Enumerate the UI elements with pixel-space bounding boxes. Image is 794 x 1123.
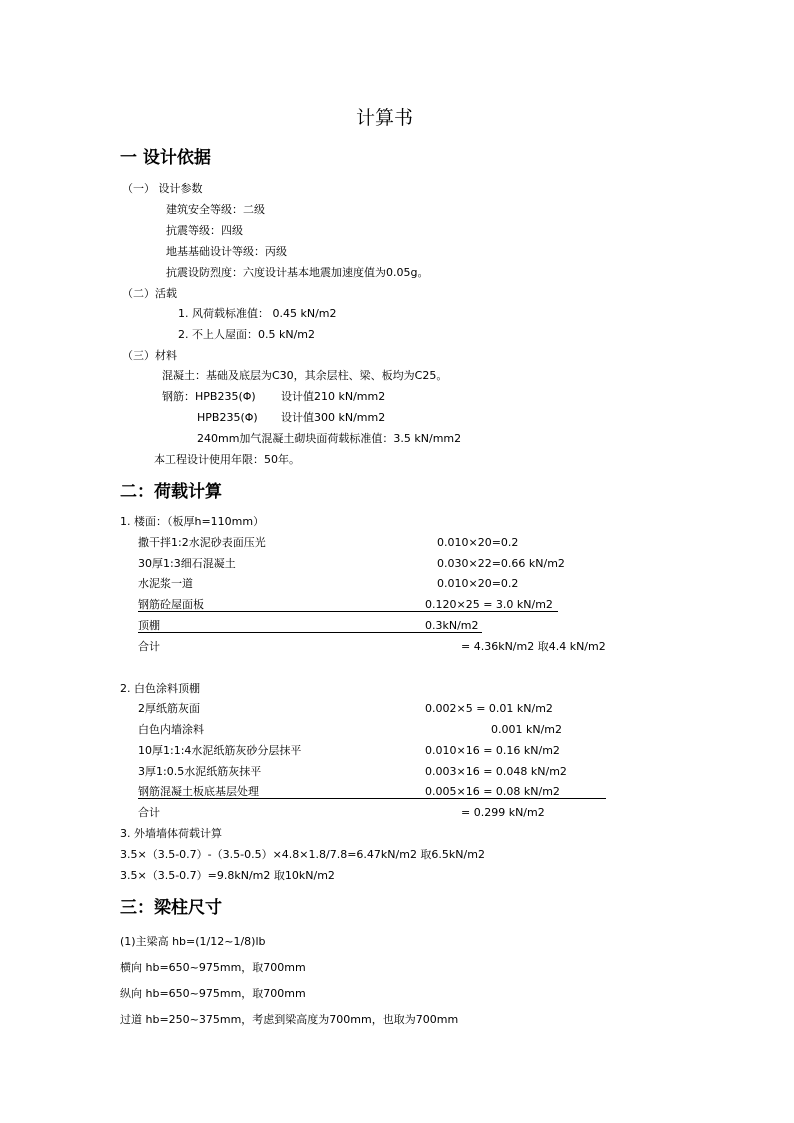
live-load-roof: 2. 不上人屋面：0.5 kN/m2 <box>178 328 316 341</box>
section-heading-design-basis: 一 设计依据 <box>120 148 211 168</box>
material-steel-a-value: 设计值210 kN/mm2 <box>281 390 386 403</box>
floor-row-value: 0.120×25 = 3.0 kN/m2 <box>425 598 553 611</box>
param-seismic-grade: 抗震等级：四级 <box>166 224 243 237</box>
material-steel-b-value: 设计值300 kN/mm2 <box>281 411 386 424</box>
beam-height-line: 横向 hb=650~975mm，取700mm <box>120 961 306 974</box>
floor-row-name: 顶棚 <box>138 619 160 632</box>
ceiling-row-value: 0.002×5 = 0.01 kN/m2 <box>425 702 553 715</box>
param-seismic-intensity: 抗震设防烈度：六度设计基本地震加速度值为0.05g。 <box>166 266 429 279</box>
floor-row-value: 0.010×20=0.2 <box>437 536 519 549</box>
subsection-design-params: （一） 设计参数 <box>122 182 203 195</box>
floor-row-name: 30厚1:3细石混凝土 <box>138 557 236 570</box>
ceiling-row-value: 0.001 kN/m2 <box>491 723 563 736</box>
param-foundation-grade: 地基基础设计等级：丙级 <box>166 245 287 258</box>
ceiling-row-name: 10厚1:1:4水泥纸筋灰砂分层抹平 <box>138 744 302 757</box>
ceiling-row-value: 0.003×16 = 0.048 kN/m2 <box>425 765 567 778</box>
ceiling-row-value: 0.010×16 = 0.16 kN/m2 <box>425 744 560 757</box>
ceiling-row-name: 3厚1:0.5水泥纸筋灰抹平 <box>138 765 262 778</box>
underline <box>138 798 606 799</box>
ceiling-load-title: 2. 白色涂料顶棚 <box>120 682 200 695</box>
floor-row-name: 撒干拌1:2水泥砂表面压光 <box>138 536 266 549</box>
design-life: 本工程设计使用年限：50年。 <box>154 453 300 466</box>
material-steel-hpb235-a: 钢筋：HPB235(Φ) <box>162 390 256 403</box>
section-heading-load-calc: 二：荷载计算 <box>120 482 222 502</box>
underline <box>138 611 558 612</box>
ceiling-row-name: 白色内墙涂料 <box>138 723 204 736</box>
section-heading-beam-column: 三：梁柱尺寸 <box>120 898 222 918</box>
param-safety-grade: 建筑安全等级：二级 <box>166 203 265 216</box>
subsection-materials: （三）材料 <box>122 349 177 362</box>
floor-total-label: 合计 <box>138 640 160 653</box>
material-block: 240mm加气混凝土砌块面荷载标准值：3.5 kN/mm2 <box>197 432 462 445</box>
floor-row-name: 钢筋砼屋面板 <box>138 598 204 611</box>
floor-total-value: = 4.36kN/m2 取4.4 kN/m2 <box>461 640 606 653</box>
floor-row-value: 0.010×20=0.2 <box>437 577 519 590</box>
floor-row-value: 0.3kN/m2 <box>425 619 479 632</box>
beam-height-line: 纵向 hb=650~975mm，取700mm <box>120 987 306 1000</box>
subsection-live-load: （二）活载 <box>122 287 177 300</box>
material-concrete: 混凝土：基础及底层为C30，其余层柱、梁、板均为C25。 <box>162 369 448 382</box>
wall-load-line: 3.5×（3.5-0.7）=9.8kN/m2 取10kN/m2 <box>120 869 335 882</box>
wall-load-title: 3. 外墙墙体荷载计算 <box>120 827 222 840</box>
page-title: 计算书 <box>356 107 414 129</box>
ceiling-row-name: 钢筋混凝土板底基层处理 <box>138 785 259 798</box>
floor-load-title: 1. 楼面：（板厚h=110mm） <box>120 515 265 528</box>
material-steel-hpb235-b: HPB235(Φ) <box>197 411 258 424</box>
underline <box>138 632 482 633</box>
floor-row-value: 0.030×22=0.66 kN/m2 <box>437 557 565 570</box>
ceiling-row-value: 0.005×16 = 0.08 kN/m2 <box>425 785 560 798</box>
wall-load-line: 3.5×（3.5-0.7）-（3.5-0.5）×4.8×1.8/7.8=6.47kN/m2 取6.5kN/m2 <box>120 848 485 861</box>
beam-height-line: 过道 hb=250~375mm，考虑到梁高度为700mm，也取为700mm <box>120 1013 459 1026</box>
floor-row-name: 水泥浆一道 <box>138 577 193 590</box>
ceiling-total-value: = 0.299 kN/m2 <box>461 806 545 819</box>
ceiling-row-name: 2厚纸筋灰面 <box>138 702 200 715</box>
live-load-wind: 1. 风荷载标准值： 0.45 kN/m2 <box>178 307 337 320</box>
beam-height-line: (1)主梁高 hb=(1/12~1/8)lb <box>120 935 266 948</box>
ceiling-total-label: 合计 <box>138 806 160 819</box>
